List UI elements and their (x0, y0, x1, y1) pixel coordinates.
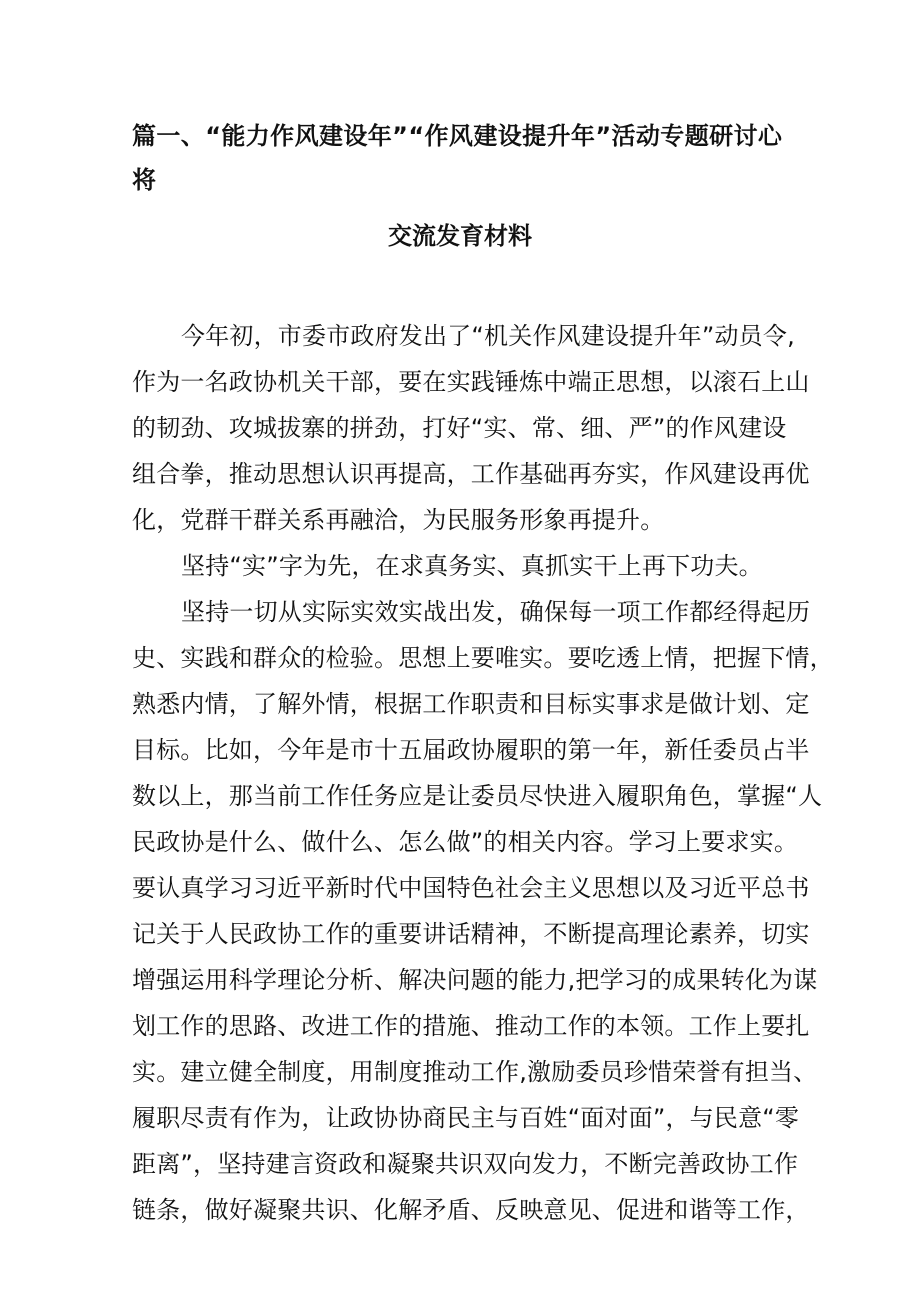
document-subtitle: 交流发育材料 (388, 222, 532, 250)
body-line: 距离”，坚持建言资政和凝聚共识双向发力，不断完善政协工作 (132, 1150, 799, 1178)
body-line: 划工作的思路、改进工作的措施、推动工作的本领。工作上要扎 (132, 1012, 810, 1040)
body-line: 增强运用科学理论分析、解决问题的能力,把学习的成果转化为谋 (132, 966, 818, 994)
body-line: 熟悉内情，了解外情，根据工作职责和目标实事求是做计划、定 (132, 690, 810, 718)
body-line: 的韧劲、攻城拔寨的拼劲，打好“实、常、细、严”的作风建设 (132, 414, 787, 442)
body-line: 要认真学习习近平新时代中国特色社会主义思想以及习近平总书 (132, 874, 810, 902)
body-line: 化，党群干群关系再融洽，为民服务形象再提升。 (132, 506, 665, 534)
body-line: 链条，做好凝聚共识、化解矛盾、反映意见、促进和谐等工作， (132, 1196, 810, 1224)
body-line: 民政协是什么、做什么、怎么做”的相关内容。学习上要求实。 (132, 828, 799, 856)
body-line: 坚持“实”字为先，在求真务实、真抓实干上再下功夫。 (181, 552, 763, 580)
document-title-line-2: 将 (132, 166, 157, 194)
document-title-line-1: 篇一、“能力作风建设年”“作风建设提升年”活动专题研讨心 (132, 122, 783, 150)
body-line: 今年初，市委市政府发出了“机关作风建设提升年”动员令, (181, 322, 795, 350)
body-line: 实。建立健全制度，用制度推动工作,激励委员珍惜荣誉有担当、 (132, 1058, 818, 1086)
body-line: 坚持一切从实际实效实战出发，确保每一项工作都经得起历 (181, 598, 811, 626)
body-line: 目标。比如，今年是市十五届政协履职的第一年，新任委员占半 (132, 736, 810, 764)
body-line: 履职尽责有作为，让政协协商民主与百姓“面对面”，与民意“零 (132, 1104, 800, 1132)
body-line: 记关于人民政协工作的重要讲话精神，不断提高理论素养，切实 (132, 920, 810, 948)
body-line: 组合拳，推动思想认识再提高，工作基础再夯实，作风建设再优 (132, 460, 810, 488)
body-line: 数以上，那当前工作任务应是让委员尽快进入履职角色，掌握“人 (132, 782, 823, 810)
body-line: 作为一名政协机关干部，要在实践锤炼中端正思想，以滚石上山 (132, 368, 810, 396)
body-line: 史、实践和群众的检验。思想上要唯实。要吃透上情，把握下情， (132, 644, 834, 672)
